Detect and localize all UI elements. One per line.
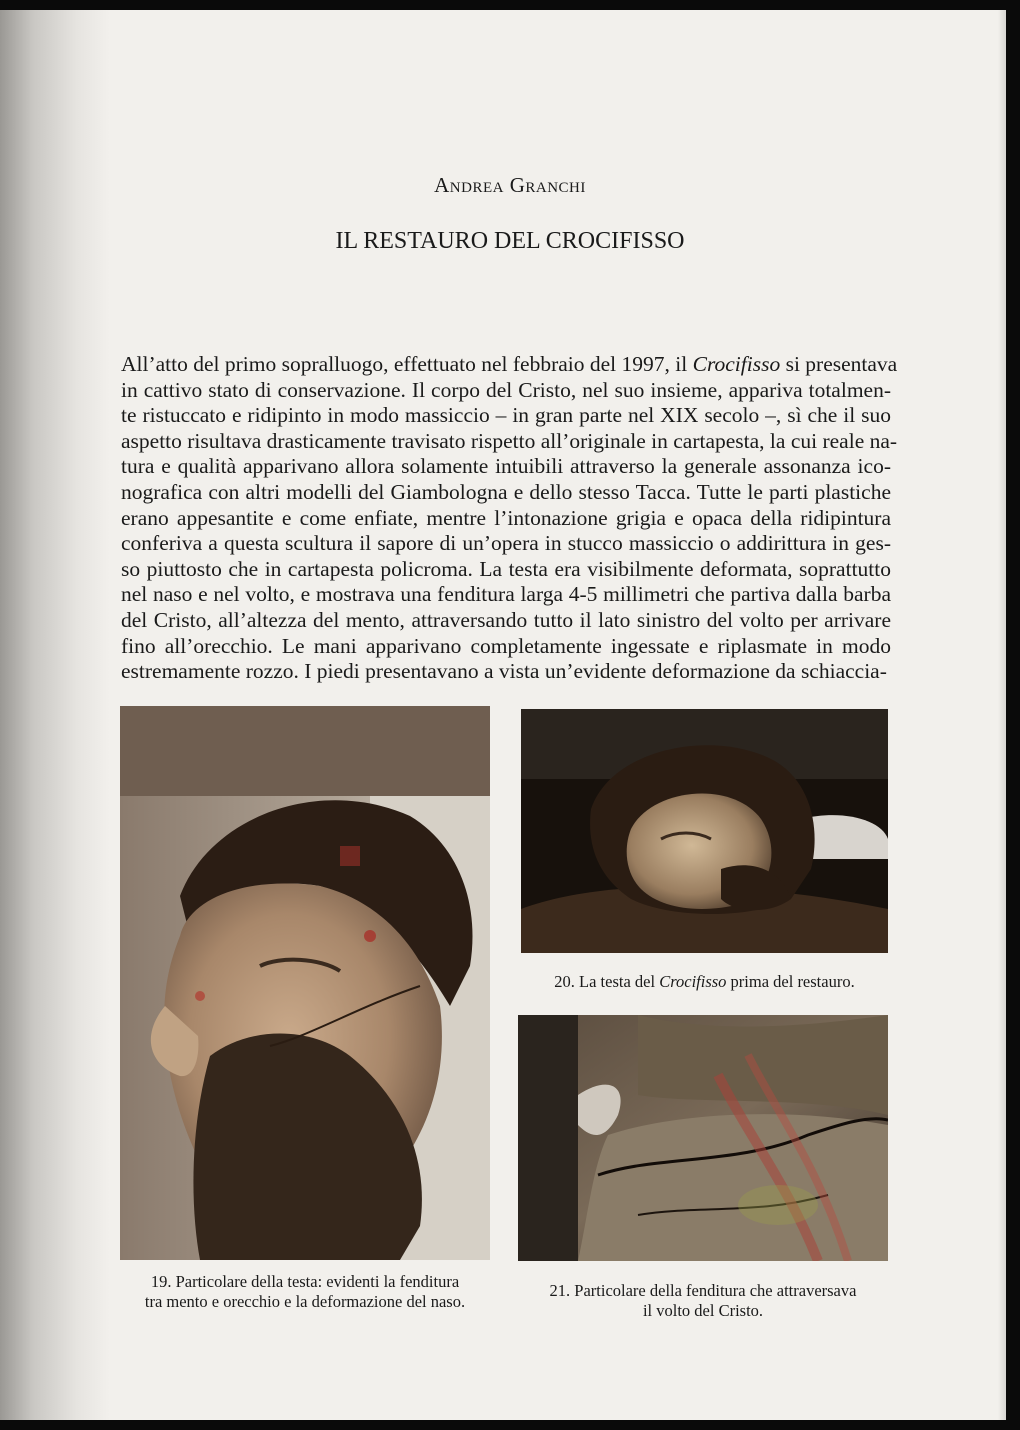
caption-line: 21. Particolare della fenditura che attraversava (549, 1281, 857, 1300)
text-line: in cattivo stato di conservazione. Il corpo del Cristo, nel suo insieme, appariva totalmen- (121, 377, 891, 402)
author-name: Andrea Granchi (434, 173, 586, 197)
text-line: estremamente rozzo. I piedi presentavano a vista un’evidente deformazione da schiaccia- (121, 659, 887, 684)
page-gutter (0, 10, 110, 1420)
caption-line: tra mento e orecchio e la deformazione del naso. (144, 1292, 466, 1311)
text-line: te ristuccato e ridipinto in modo massiccio – in gran parte nel XIX secolo –, sì che il suo (121, 403, 891, 428)
text-line: tura e qualità apparivano allora solamente intuibili attraverso la generale assonanza ico- (121, 454, 891, 479)
figure-21-caption (518, 1281, 888, 1321)
text-line: aspetto risultava drasticamente travisato rispetto all’originale in cartapesta, la cui reale na- (121, 428, 898, 453)
text-line: fino all’orecchio. Le mani apparivano completamente ingessate e riplasmate in modo (121, 633, 891, 658)
page-edge (998, 10, 1006, 1420)
text-line: erano appesantite e come enfiate, mentre l’intonazione grigia e opaca della ridipintura (121, 505, 891, 530)
figure-19-caption (120, 1272, 490, 1312)
figure-20-image (521, 709, 888, 953)
text-line: nografica con altri modelli del Giambologna e dello stesso Tacca. Tutte le parti plastiche (121, 479, 891, 504)
figure-20-photo (521, 709, 888, 953)
text-line: conferiva a questa scultura il sapore di un’opera in stucco massiccio o addirittura in ges- (121, 531, 891, 556)
figure-19-photo (120, 706, 490, 1260)
chapter-title: IL RESTAURO DEL CROCIFISSO (335, 228, 685, 254)
text-line: nel naso e nel volto, e mostrava una fenditura larga 4-5 millimetri che partiva dalla barba (121, 582, 891, 607)
text-line: All’atto del primo sopralluogo, effettuato nel febbraio del 1997, il Crocifisso si presentava (121, 352, 898, 376)
figure-21-photo (518, 1015, 888, 1261)
caption-line: 19. Particolare della testa: evidenti la fenditura (150, 1272, 460, 1291)
caption-line: il volto del Cristo. (642, 1301, 764, 1320)
text-line: so piuttosto che in cartapesta policroma. La testa era visibilmente deformata, soprattutto (121, 556, 891, 581)
body-paragraph (121, 352, 898, 685)
figure-21-image (518, 1015, 888, 1261)
figure-20-caption: 20. La testa del Crocifisso prima del restauro. (554, 972, 855, 991)
figure-19-image (120, 706, 490, 1260)
text-line: del Cristo, all’altezza del mento, attraversando tutto il lato sinistro del volto per arrivare (121, 607, 891, 632)
